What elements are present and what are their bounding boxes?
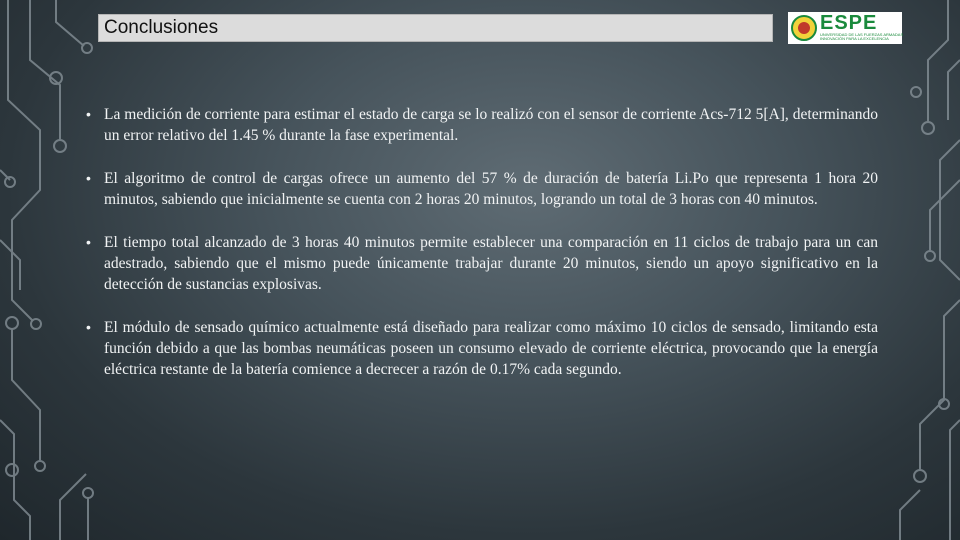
university-seal-icon bbox=[791, 14, 817, 42]
bullet-text: El algoritmo de control de cargas ofrece un aumento del 57 % de duración de batería Li.Po que representa 1 hora 20 minutos, sabiendo que inicialmente se cuenta con 2 horas 20 minutos, logrando un total de 3 horas con 40 minutos. bbox=[104, 170, 878, 208]
logo-wordmark: ESPE bbox=[820, 12, 878, 34]
bullet-icon: • bbox=[86, 319, 91, 335]
bullet-text: El tiempo total alcanzado de 3 horas 40 minutos permite establecer una comparación en 11 ciclos de trabajo para un can adestrado, sabiendo que el mismo puede únicamente trabajar durante 20 minutos, siendo un apoyo significativo en la detección de sustancias explosivas. bbox=[104, 234, 878, 293]
list-item bbox=[84, 317, 878, 380]
list-item bbox=[84, 104, 878, 146]
logo-subtitle: UNIVERSIDAD DE LAS FUERZAS ARMADAS INNOVACIÓN PARA LA EXCELENCIA bbox=[820, 32, 904, 41]
conclusions-list bbox=[84, 104, 878, 402]
slide-title: Conclusiones bbox=[104, 17, 219, 38]
list-item bbox=[84, 168, 878, 210]
bullet-text: La medición de corriente para estimar el estado de carga se lo realizó con el sensor de corriente Acs-712 5[A], determinando un error relativo del 1.45 % durante la fase experimental. bbox=[104, 106, 878, 144]
espe-logo bbox=[788, 12, 902, 44]
bullet-icon: • bbox=[86, 234, 91, 250]
bullet-icon: • bbox=[86, 170, 91, 186]
bullet-icon: • bbox=[86, 106, 91, 122]
list-item bbox=[84, 232, 878, 295]
bullet-text: El módulo de sensado químico actualmente está diseñado para realizar como máximo 10 ciclos de sensado, limitando esta función debido a que las bombas neumáticas poseen un consumo elevado de corriente eléctrica, provocando que la energía eléctrica restante de la batería comience a decrecer a razón de 0.17% cada segundo. bbox=[104, 319, 878, 378]
title-bar bbox=[98, 14, 773, 42]
